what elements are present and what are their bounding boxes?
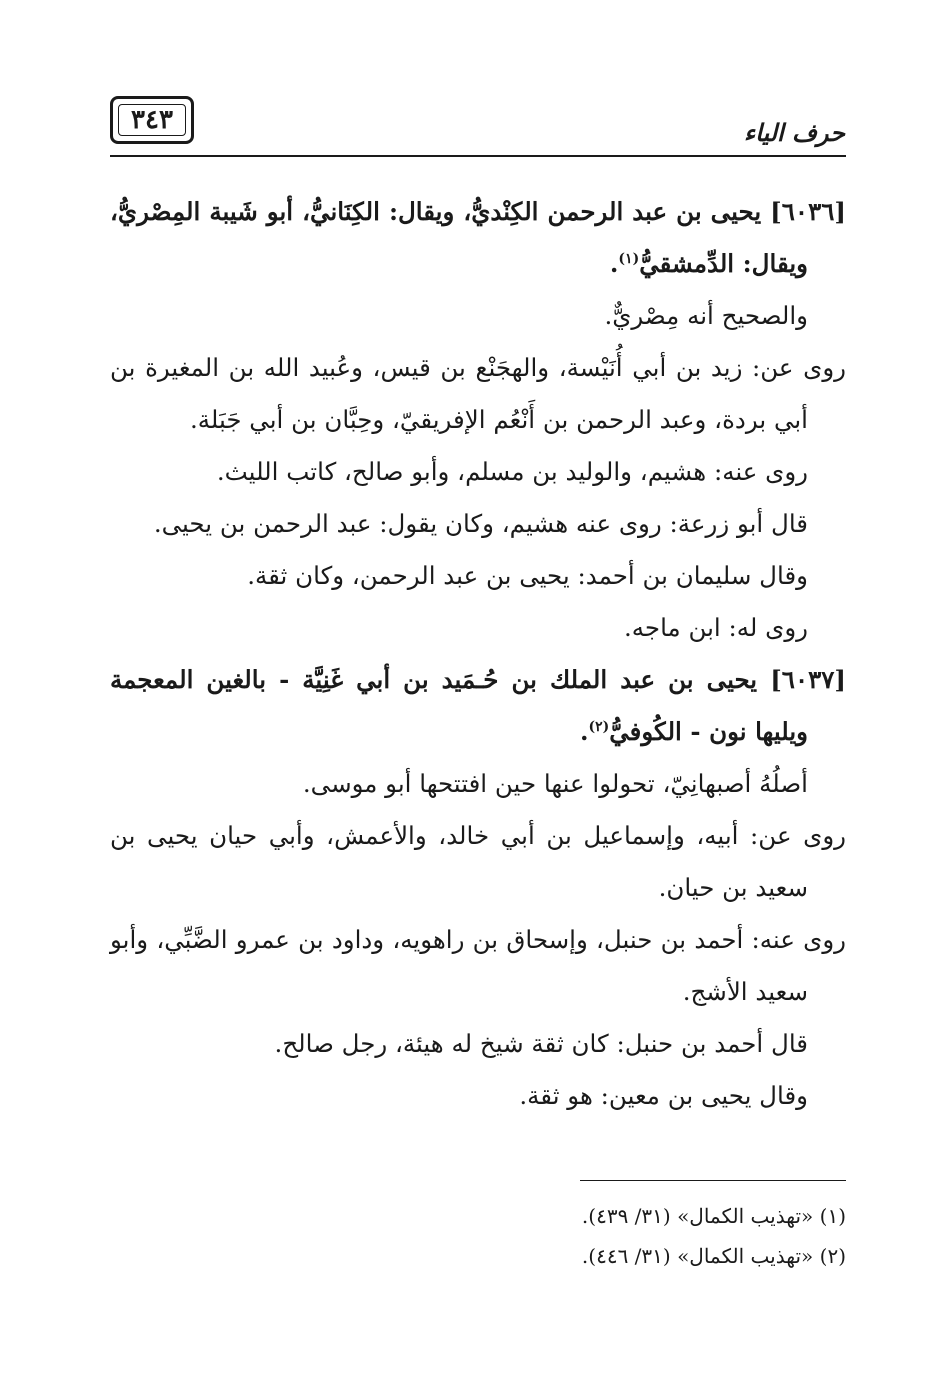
entry-line: والصحيح أنه مِصْريٌّ. <box>604 301 808 330</box>
entry-line: وقال يحيى بن معين: هو ثقة. <box>519 1081 808 1110</box>
footnote-rule <box>580 1180 846 1181</box>
entry-line: روى عنه: أحمد بن حنبل، وإسحاق بن راهويه، وداود بن عمرو الضَّبِّي، وأبو سعيد الأشج. <box>110 925 846 1006</box>
running-head: حرف الياء <box>743 118 845 147</box>
entry-title: يحيى بن عبد الرحمن الكِنْديُّ، ويقال: الكِنَانيُّ، أبو شَيبة المِصْريُّ، ويقال: الدِّمشقيُّ <box>110 197 808 278</box>
entry-title-end: . <box>609 249 619 278</box>
entry-line: روى عن: أبيه، وإسماعيل بن أبي خالد، والأعمش، وأبي حيان يحيى بن سعيد بن حيان. <box>110 821 846 902</box>
entry-line: وقال سليمان بن أحمد: يحيى بن عبد الرحمن، وكان ثقة. <box>247 561 808 590</box>
footnote-ref: (٢) <box>588 718 610 735</box>
entry-line: قال أبو زرعة: روى عنه هشيم، وكان يقول: عبد الرحمن بن يحيى. <box>153 509 808 538</box>
footnote: (٢) «تهذيب الكمال» (٣١/ ٤٤٦). <box>581 1244 846 1268</box>
footnote-ref: (١) <box>618 250 640 267</box>
main-text <box>110 186 846 1122</box>
footnote: (١) «تهذيب الكمال» (٣١/ ٤٣٩). <box>581 1204 846 1228</box>
page-number: ٣٤٣ <box>118 104 186 136</box>
entry-line: روى له: ابن ماجه. <box>624 613 808 642</box>
entry-line: قال أحمد بن حنبل: كان ثقة شيخ له هيئة، رجل صالح. <box>274 1029 808 1058</box>
entry-title-end: . <box>579 717 589 746</box>
entry-line: روى عنه: هشيم، والوليد بن مسلم، وأبو صالح، كاتب الليث. <box>216 457 808 486</box>
header-rule <box>110 155 846 157</box>
entry-heading-6036 <box>110 186 846 290</box>
page-number-frame <box>110 96 194 144</box>
footnotes <box>110 1196 846 1276</box>
entry-title: يحيى بن عبد الملك بن حُـمَيد بن أبي غَنِيَّة - بالغين المعجمة ويليها نون - الكُوفيُّ <box>110 665 808 746</box>
entry-heading-6037 <box>110 654 846 758</box>
entry-line: أصلُهُ أصبهانِيّ، تحولوا عنها حين افتتحها أبو موسى. <box>302 769 808 798</box>
entry-number: [٦٠٣٦] <box>770 197 846 226</box>
entry-number: [٦٠٣٧] <box>770 665 847 694</box>
entry-line: روى عن: زيد بن أبي أُنَيْسة، والهجَنْع بن قيس، وعُبيد الله بن المغيرة بن أبي بردة، وعبد الرحمن بن أَنْعُم الإفريقيّ، وحِبَّان بن أبي جَبَلة. <box>110 353 846 434</box>
